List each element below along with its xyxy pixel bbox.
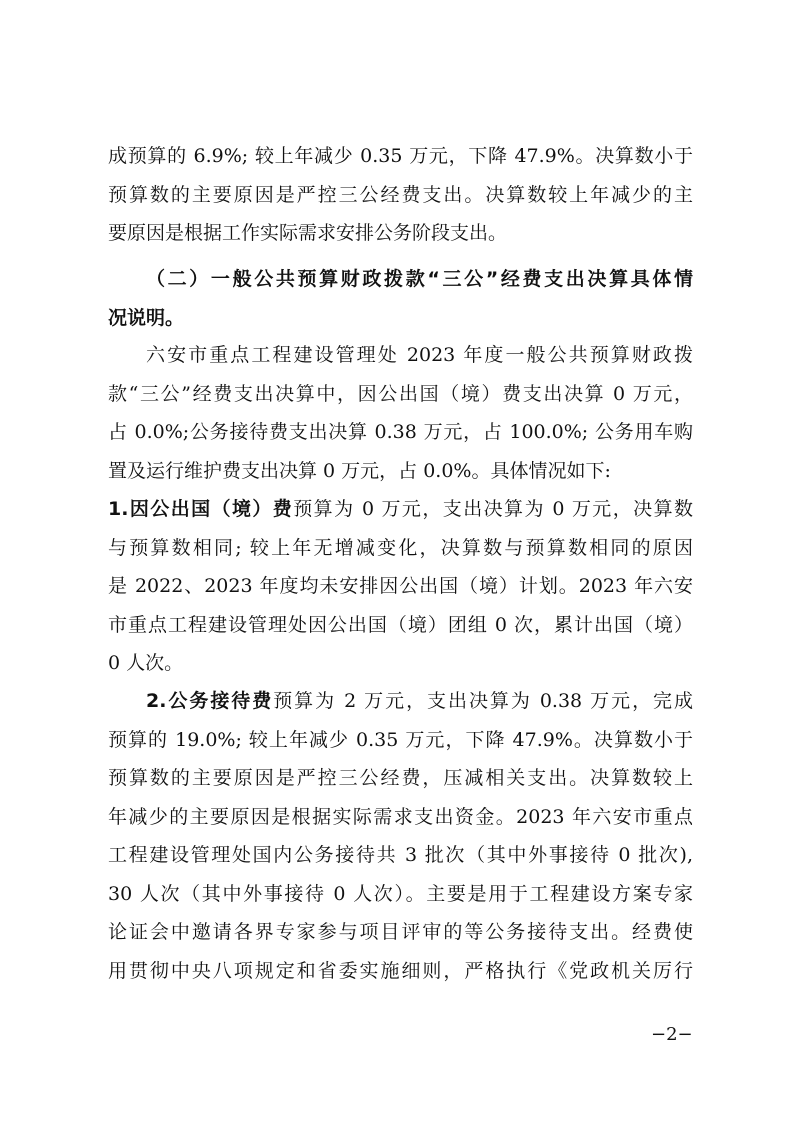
text-line: 要原因是根据工作实际需求安排公务阶段支出。 (108, 222, 508, 244)
text-line: 市重点工程建设管理处因公出国（境）团组 0 次，累计出国（境） (108, 613, 693, 636)
paragraph-official-reception (108, 682, 693, 990)
paragraph-budget-summary (108, 137, 693, 253)
text-line: 预算数的主要原因是严控三公经费，压减相关支出。决算数较上 (108, 767, 693, 789)
text-line: 预算数的主要原因是严控三公经费支出。决算数较上年减少的主 (108, 183, 693, 206)
page-number: −2− (651, 1024, 693, 1045)
text-line: 预算的 19.0%; 较上年减少 0.35 万元，下降 47.9%。决算数小于 (108, 728, 693, 751)
text-line: 0 人次。 (108, 652, 184, 674)
heading-line: （二）一般公共预算财政拨款“三公”经费支出决算具体情 (146, 268, 693, 290)
section-heading-three-public (108, 260, 693, 337)
text-line: 与预算数相同; 较上年无增减变化，决算数与预算数相同的原因 (108, 536, 693, 559)
text-line: 论证会中邀请各界专家参与项目评审的等公务接待支出。经费使 (108, 921, 693, 943)
text-line (108, 682, 693, 721)
text-line: 是 2022、2023 年度均未安排因公出国（境）计划。2023 年六安 (108, 575, 693, 597)
text-line-content: 预算为 2 万元，支出决算为 0.38 万元，完成 (273, 690, 693, 712)
paragraph-overseas-travel (108, 490, 693, 683)
text-line: 工程建设管理处国内公务接待共 3 批次（其中外事接待 0 批次), (108, 844, 693, 866)
text-line (108, 490, 693, 529)
item-lead-overseas: 1.因公出国（境）费 (108, 498, 294, 520)
text-line: 30 人次（其中外事接待 0 人次）。主要是用于工程建设方案专家 (108, 882, 693, 905)
text-line: 成预算的 6.9%; 较上年减少 0.35 万元，下降 47.9%。决算数小于 (108, 145, 693, 167)
paragraph-overview (108, 336, 693, 490)
text-line: 款“三公”经费支出决算中，因公出国（境）费支出决算 0 万元， (108, 382, 693, 405)
text-line: 六安市重点工程建设管理处 2023 年度一般公共预算财政拨 (146, 344, 693, 366)
text-line: 年减少的主要原因是根据实际需求支出资金。2023 年六安市重点 (108, 805, 693, 828)
item-lead-reception: 2.公务接待费 (146, 690, 274, 712)
text-line-content: 预算为 0 万元，支出决算为 0 万元，决算数 (293, 498, 693, 520)
text-line: 用贯彻中央八项规定和省委实施细则，严格执行《党政机关厉行 (108, 959, 693, 982)
heading-line: 况说明。 (108, 306, 185, 329)
text-line: 置及运行维护费支出决算 0 万元，占 0.0%。具体情况如下: (108, 459, 611, 482)
text-line: 占 0.0%;公务接待费支出决算 0.38 万元，占 100.0%; 公务用车购 (108, 421, 693, 443)
